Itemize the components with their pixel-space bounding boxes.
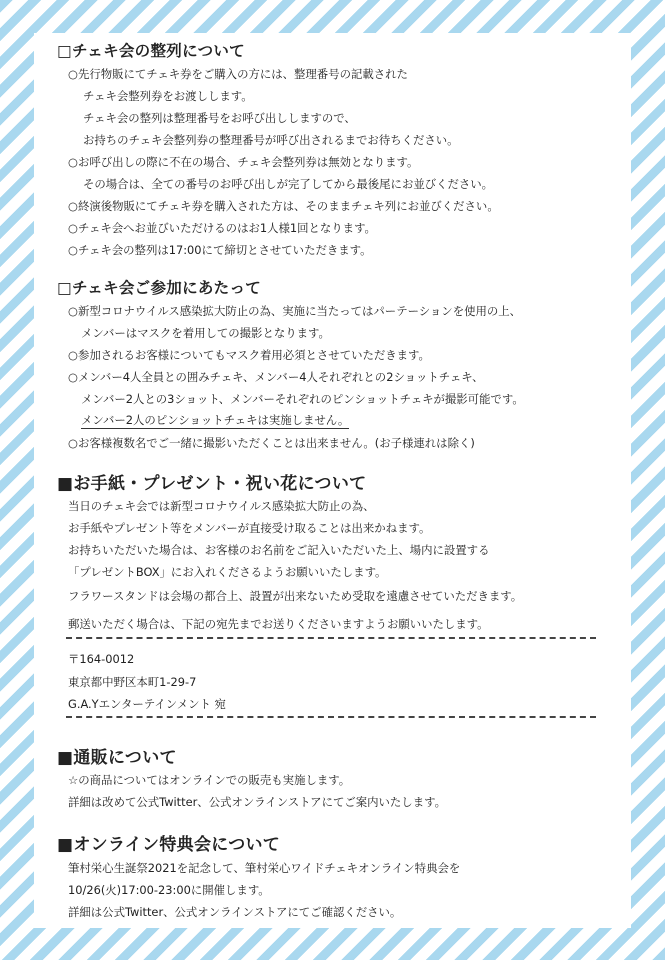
text-line: フラワースタンドは会場の都合上、設置が出来ないため受取を遠慮させていただきます。: [68, 589, 523, 603]
text-line: ○お呼び出しの際に不在の場合、チェキ会整列券は無効となります。: [68, 155, 419, 169]
text-line: ○先行物販にてチェキ券をご購入の方には、整理番号の記載された: [68, 67, 408, 81]
text-line: その場合は、全ての番号のお呼び出しが完了してから最後尾にお並びください。: [83, 177, 494, 191]
text-line: お持ちのチェキ会整列券の整理番号が呼び出されるまでお待ちください。: [83, 133, 459, 147]
divider: [66, 716, 596, 718]
text-line: チェキ会整列券をお渡しします。: [83, 89, 253, 103]
text-line: 10/26(火)17:00-23:00に開催します。: [68, 883, 270, 897]
text-line: 詳細は公式Twitter、公式オンラインストアにてご確認ください。: [68, 905, 402, 919]
text-line: 「プレゼントBOX」にお入れくださるようお願いいたします。: [68, 565, 387, 579]
text-line: 詳細は改めて公式Twitter、公式オンラインストアにてご案内いたします。: [68, 795, 446, 809]
text-line: ○お客様複数名でご一緒に撮影いただくことは出来ません。(お子様連れは除く): [68, 436, 475, 450]
text-line: メンバー2人との3ショット、メンバーそれぞれのピンショットチェキが撮影可能です。: [81, 392, 524, 406]
text-line: ○終演後物販にてチェキ券を購入された方は、そのままチェキ列にお並びください。: [68, 199, 499, 213]
section-title-mail-order: ■通販について: [57, 748, 177, 768]
text-line: ○チェキ会の整列は17:00にて締切とさせていただきます。: [68, 243, 372, 257]
section-title-cheki-participation: □チェキ会ご参加にあたって: [57, 279, 262, 297]
text-line: ○メンバー4人全員との囲みチェキ、メンバー4人それぞれとの2ショットチェキ、: [68, 370, 484, 384]
text-line: メンバーはマスクを着用しての撮影となります。: [81, 326, 330, 340]
recipient: G.A.Yエンターテインメント 宛: [68, 697, 226, 711]
text-line: 筆村栄心生誕祭2021を記念して、筆村栄心ワイドチェキオンライン特典会を: [68, 861, 461, 875]
section-title-letters-gifts: ■お手紙・プレゼント・祝い花について: [57, 474, 367, 494]
section-title-cheki-lineup: □チェキ会の整列について: [57, 42, 245, 60]
text-line: ○チェキ会へお並びいただけるのはお1人様1回となります。: [68, 221, 376, 235]
underlined-notice: メンバー2人のピンショットチェキは実施しません。: [81, 413, 350, 427]
text-line: お手紙やプレゼント等をメンバーが直接受け取ることは出来かねます。: [68, 521, 431, 535]
text-line: お持ちいただいた場合は、お客様のお名前をご記入いただいた上、場内に設置する: [68, 543, 490, 557]
address: 東京都中野区本町1-29-7: [68, 675, 197, 689]
postal-code: 〒164-0012: [68, 652, 135, 666]
mail-note: 郵送いただく場合は、下記の宛先までお送りくださいますようお願いいたします。: [68, 617, 489, 631]
section-title-online-event: ■オンライン特典会について: [57, 835, 281, 855]
text-line: ☆の商品についてはオンラインでの販売も実施します。: [68, 773, 351, 787]
text-line: ○新型コロナウイルス感染拡大防止の為、実施に当たってはパーテーションを使用の上、: [68, 304, 522, 318]
text-line: ○参加されるお客様についてもマスク着用必須とさせていただきます。: [68, 348, 430, 362]
text-line: 当日のチェキ会では新型コロナウイルス感染拡大防止の為、: [68, 499, 375, 513]
divider: [66, 637, 596, 639]
text-line: チェキ会の整列は整理番号をお呼び出ししますので、: [83, 111, 356, 125]
